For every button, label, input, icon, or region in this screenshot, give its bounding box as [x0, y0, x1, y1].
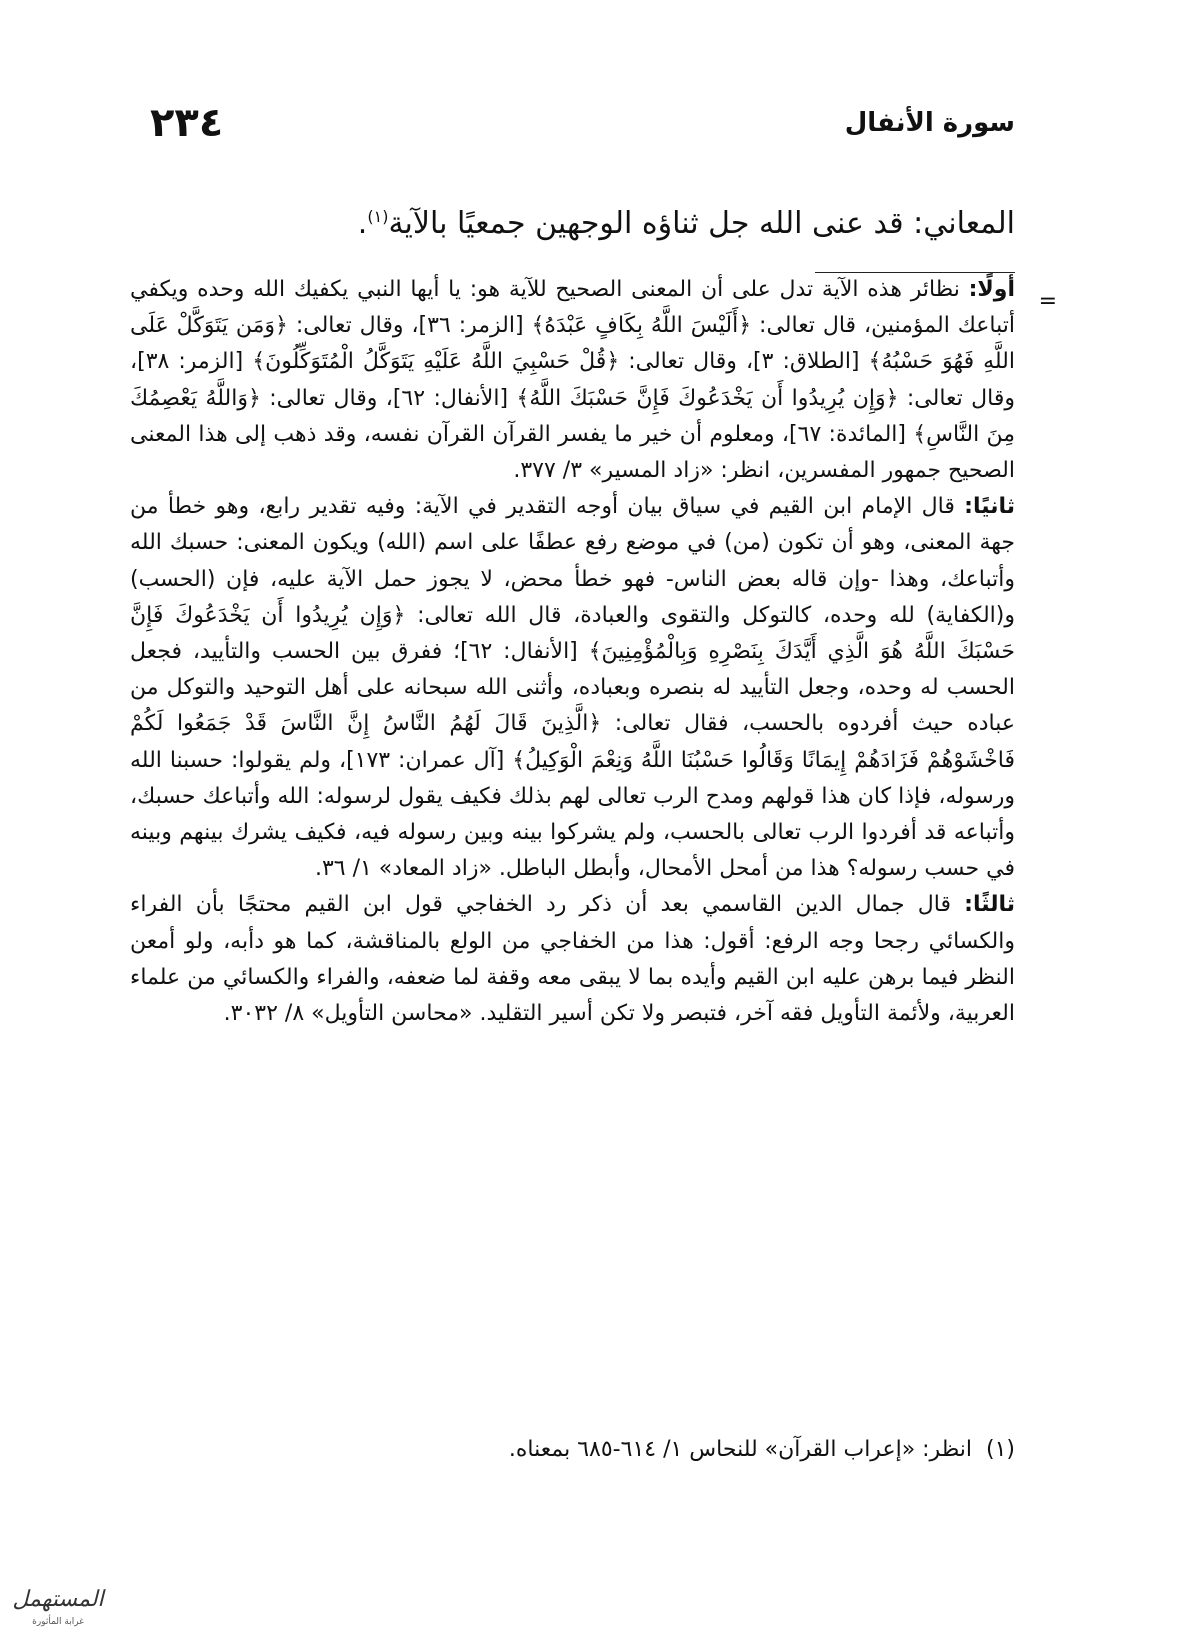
- footnote-reference: (١): [367, 207, 389, 226]
- note-paragraph-second: [130, 489, 1015, 887]
- watermark-logo-subtext: غرابة المأثورة: [32, 1617, 84, 1627]
- continued-footnote: [130, 272, 1057, 1032]
- surah-title: سورة الأنفال: [844, 108, 1015, 138]
- watermark-logo: [8, 1572, 108, 1632]
- note-label-third: ثالثًا:: [964, 892, 1015, 918]
- watermark-logo-text: المستهمل: [12, 1587, 104, 1612]
- page-header: [150, 100, 1015, 160]
- note-text-second: قال الإمام ابن القيم في سياق بيان أوجه التقدير في الآية: وفيه تقدير رابع، وهو خطأ من جهة المعنى، وهو أن تكون (من) في موضع رفع عطفًا على اسم (الله) ويكون المعنى: حسبك الله وأتباعك، وهذا -وإن قاله بعض الناس- فهو خطأ محض، لا يجوز حمل الآية عليه، فإن (الحسب) و(الكفاية) لله وحده، كالتوكل والتقوى والعبادة، قال الله تعالى: ﴿وَإِن يُرِيدُوا أَن يَخْدَعُوكَ فَإِنَّ حَسْبَكَ اللَّهُ هُوَ الَّذِي أَيَّدَكَ بِنَصْرِهِ وَبِالْمُؤْمِنِينَ﴾ [الأنفال: ٦٢]؛ ففرق بين الحسب والتأييد، فجعل الحسب له وحده، وجعل التأييد له بنصره وبعباده، وأثنى الله سبحانه على أهل التوحيد والتوكل من عباده حيث أفردوه بالحسب، فقال تعالى: ﴿الَّذِينَ قَالَ لَهُمُ النَّاسُ إِنَّ النَّاسَ قَدْ جَمَعُوا لَكُمْ فَاخْشَوْهُمْ فَزَادَهُمْ إِيمَانًا وَقَالُوا حَسْبُنَا اللَّهُ وَنِعْمَ الْوَكِيلُ﴾ [آل عمران: ١٧٣]، ولم يقولوا: حسبنا الله ورسوله، فإذا كان هذا قولهم ومدح الرب تعالى لهم بذلك فكيف يقول لرسوله: الله وأتباعك حسبك، وأتباعه قد أفردوا الرب تعالى بالحسب، ولم يشركوا بينه وبين رسوله فيه، فكيف يشرك بينهم وبينه في حسب رسوله؟ هذا من أمحل الأمحال، وأبطل الباطل. «زاد المعاد» ١/ ٣٦.: [130, 494, 1015, 882]
- page-number: ٢٣٤: [150, 100, 224, 146]
- main-text: [150, 195, 1015, 246]
- main-text-body: المعاني: قد عنى الله جل ثناؤه الوجهين جمعيًا بالآية: [388, 206, 1015, 241]
- note-paragraph-first: [130, 272, 1015, 489]
- note-label-first: أولًا:: [968, 277, 1015, 302]
- footnote-number: (١): [985, 1437, 1015, 1462]
- main-text-end: .: [357, 206, 368, 241]
- footnote-text: انظر: «إعراب القرآن» للنحاس ١/ ٦١٤-٦٨٥ بمعناه.: [508, 1437, 972, 1462]
- note-text-first: نظائر هذه الآية تدل على أن المعنى الصحيح للآية هو: يا أيها النبي يكفيك الله وحده ويكفي أتباعك المؤمنين، قال تعالى: ﴿أَلَيْسَ اللَّهُ بِكَافٍ عَبْدَهُ﴾ [الزمر: ٣٦]، وقال تعالى: ﴿وَمَن يَتَوَكَّلْ عَلَى اللَّهِ فَهُوَ حَسْبُهُ﴾ [الطلاق: ٣]، وقال تعالى: ﴿قُلْ حَسْبِيَ اللَّهُ عَلَيْهِ يَتَوَكَّلُ الْمُتَوَكِّلُونَ﴾ [الزمر: ٣٨]، وقال تعالى: ﴿وَإِن يُرِيدُوا أَن يَخْدَعُوكَ فَإِنَّ حَسْبَكَ اللَّهُ﴾ [الأنفال: ٦٢]، وقال تعالى: ﴿وَاللَّهُ يَعْصِمُكَ مِنَ النَّاسِ﴾ [المائدة: ٦٧]، ومعلوم أن خير ما يفسر القرآن القرآن نفسه، وقد ذهب إلى هذا المعنى الصحيح جمهور المفسرين، انظر: «زاد المسير» ٣/ ٣٧٧.: [130, 277, 1016, 484]
- note-label-second: ثانيًا:: [964, 494, 1015, 520]
- note-paragraph-third: [130, 887, 1015, 1032]
- note-text-third: قال جمال الدين القاسمي بعد أن ذكر رد الخفاجي قول ابن القيم محتجًا بأن الفراء والكسائي رجحا وجه الرفع: أقول: هذا من الخفاجي من الولع بالمناقشة، كما هو دأبه، ولو أمعن النظر فيما برهن عليه ابن القيم وأيده بما لا يبقى معه وقفة لما ضعفه، والفراء والكسائي من علماء العربية، ولأئمة التأويل فقه آخر، فتبصر ولا تكن أسير التقليد. «محاسن التأويل» ٨/ ٣٠٣٢.: [130, 892, 1015, 1027]
- footnote: [150, 1432, 1015, 1468]
- continuation-mark: =: [1038, 289, 1057, 314]
